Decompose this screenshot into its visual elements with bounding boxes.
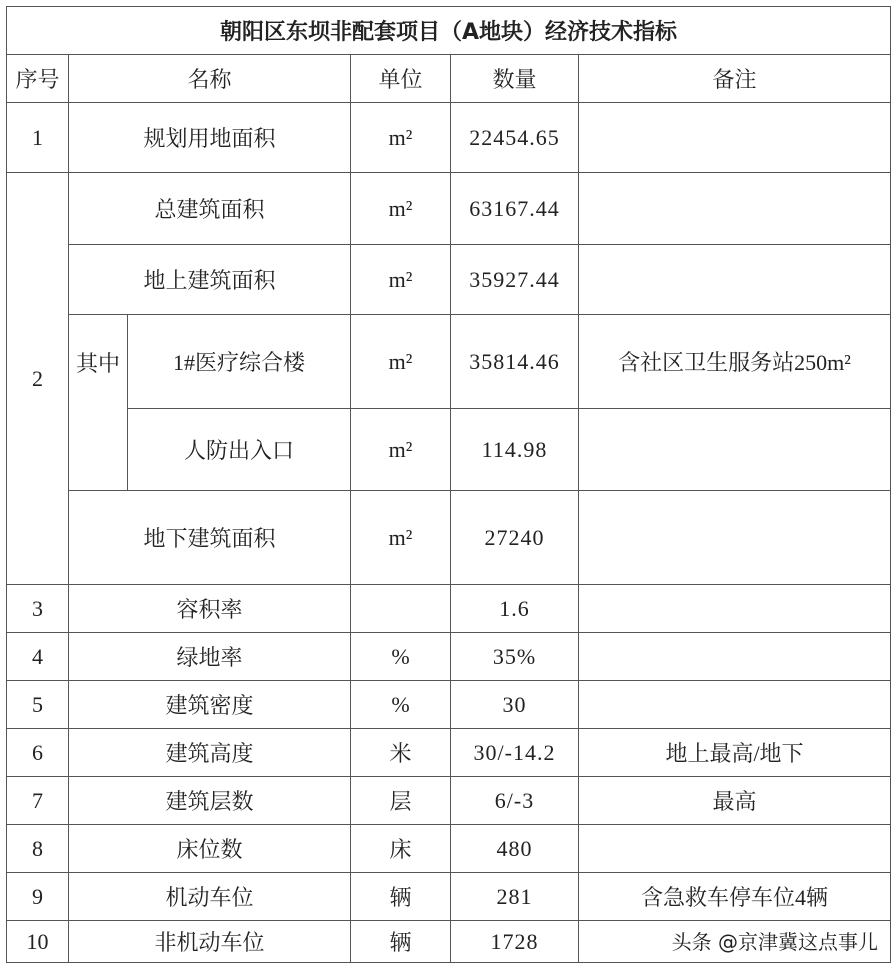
- cell-unit: m²: [351, 315, 451, 409]
- cell-unit: m²: [351, 245, 451, 315]
- table-row: [7, 173, 891, 245]
- cell-note: [579, 409, 891, 491]
- cell-note: 地上最高/地下: [579, 729, 891, 777]
- cell-unit: %: [351, 681, 451, 729]
- cell-qty: 27240: [451, 491, 579, 585]
- table-title: 朝阳区东坝非配套项目（A地块）经济技术指标: [7, 7, 891, 55]
- table-row: [7, 491, 891, 585]
- cell-unit: 米: [351, 729, 451, 777]
- cell-qty: 114.98: [451, 409, 579, 491]
- cell-qty: 480: [451, 825, 579, 873]
- cell-note: [579, 103, 891, 173]
- cell-unit: [351, 585, 451, 633]
- cell-qty: 281: [451, 873, 579, 921]
- table-row: [7, 585, 891, 633]
- cell-name: 床位数: [69, 825, 351, 873]
- cell-note: [579, 245, 891, 315]
- cell-unit: 床: [351, 825, 451, 873]
- header-no: 序号: [7, 55, 69, 103]
- cell-no: 7: [7, 777, 69, 825]
- header-unit: 单位: [351, 55, 451, 103]
- cell-qty: 6/-3: [451, 777, 579, 825]
- cell-name: 绿地率: [69, 633, 351, 681]
- cell-name: 人防出入口: [128, 409, 351, 491]
- cell-no: 8: [7, 825, 69, 873]
- table-row: [7, 315, 891, 409]
- indicator-table: [6, 6, 891, 963]
- cell-unit: 辆: [351, 921, 451, 963]
- cell-name: 1#医疗综合楼: [128, 315, 351, 409]
- cell-qty: 35814.46: [451, 315, 579, 409]
- cell-name: 非机动车位: [69, 921, 351, 963]
- cell-name: 容积率: [69, 585, 351, 633]
- cell-name: 地上建筑面积: [69, 245, 351, 315]
- table-row: [7, 777, 891, 825]
- cell-note: [579, 633, 891, 681]
- cell-unit: m²: [351, 491, 451, 585]
- header-name: 名称: [69, 55, 351, 103]
- cell-unit: m²: [351, 173, 451, 245]
- cell-no: 1: [7, 103, 69, 173]
- cell-note: [579, 825, 891, 873]
- cell-name: 建筑层数: [69, 777, 351, 825]
- cell-qty: 30: [451, 681, 579, 729]
- cell-note: [579, 491, 891, 585]
- cell-note: 含急救车停车位4辆: [579, 873, 891, 921]
- cell-unit: 层: [351, 777, 451, 825]
- sub-label-cont: [69, 409, 128, 491]
- cell-name: 建筑密度: [69, 681, 351, 729]
- cell-note: [579, 585, 891, 633]
- cell-note: [579, 173, 891, 245]
- cell-no: 4: [7, 633, 69, 681]
- header-row: [7, 55, 891, 103]
- cell-name: 机动车位: [69, 873, 351, 921]
- cell-no: 5: [7, 681, 69, 729]
- cell-note: 最高: [579, 777, 891, 825]
- watermark: 头条 @京津冀这点事儿: [671, 930, 878, 954]
- cell-name: 总建筑面积: [69, 173, 351, 245]
- cell-no: 2: [7, 173, 69, 585]
- cell-no: 9: [7, 873, 69, 921]
- cell-unit: %: [351, 633, 451, 681]
- cell-unit: m²: [351, 409, 451, 491]
- cell-unit: 辆: [351, 873, 451, 921]
- table-row: [7, 681, 891, 729]
- table-row: [7, 245, 891, 315]
- cell-qty: 1.6: [451, 585, 579, 633]
- table-row: [7, 103, 891, 173]
- cell-no: 3: [7, 585, 69, 633]
- cell-unit: m²: [351, 103, 451, 173]
- cell-qty: 30/-14.2: [451, 729, 579, 777]
- cell-name: 规划用地面积: [69, 103, 351, 173]
- sub-label: 其中: [69, 315, 128, 409]
- header-note: 备注: [579, 55, 891, 103]
- cell-no: 10: [7, 921, 69, 963]
- cell-qty: 35927.44: [451, 245, 579, 315]
- cell-no: 6: [7, 729, 69, 777]
- table-row: [7, 409, 891, 491]
- cell-qty: 1728: [451, 921, 579, 963]
- cell-note: 含社区卫生服务站250m²: [579, 315, 891, 409]
- table-row: [7, 825, 891, 873]
- table-row: [7, 633, 891, 681]
- header-qty: 数量: [451, 55, 579, 103]
- cell-qty: 63167.44: [451, 173, 579, 245]
- cell-qty: 35%: [451, 633, 579, 681]
- cell-qty: 22454.65: [451, 103, 579, 173]
- cell-name: 地下建筑面积: [69, 491, 351, 585]
- table-row: [7, 729, 891, 777]
- cell-name: 建筑高度: [69, 729, 351, 777]
- table-row: [7, 873, 891, 921]
- cell-note: [579, 681, 891, 729]
